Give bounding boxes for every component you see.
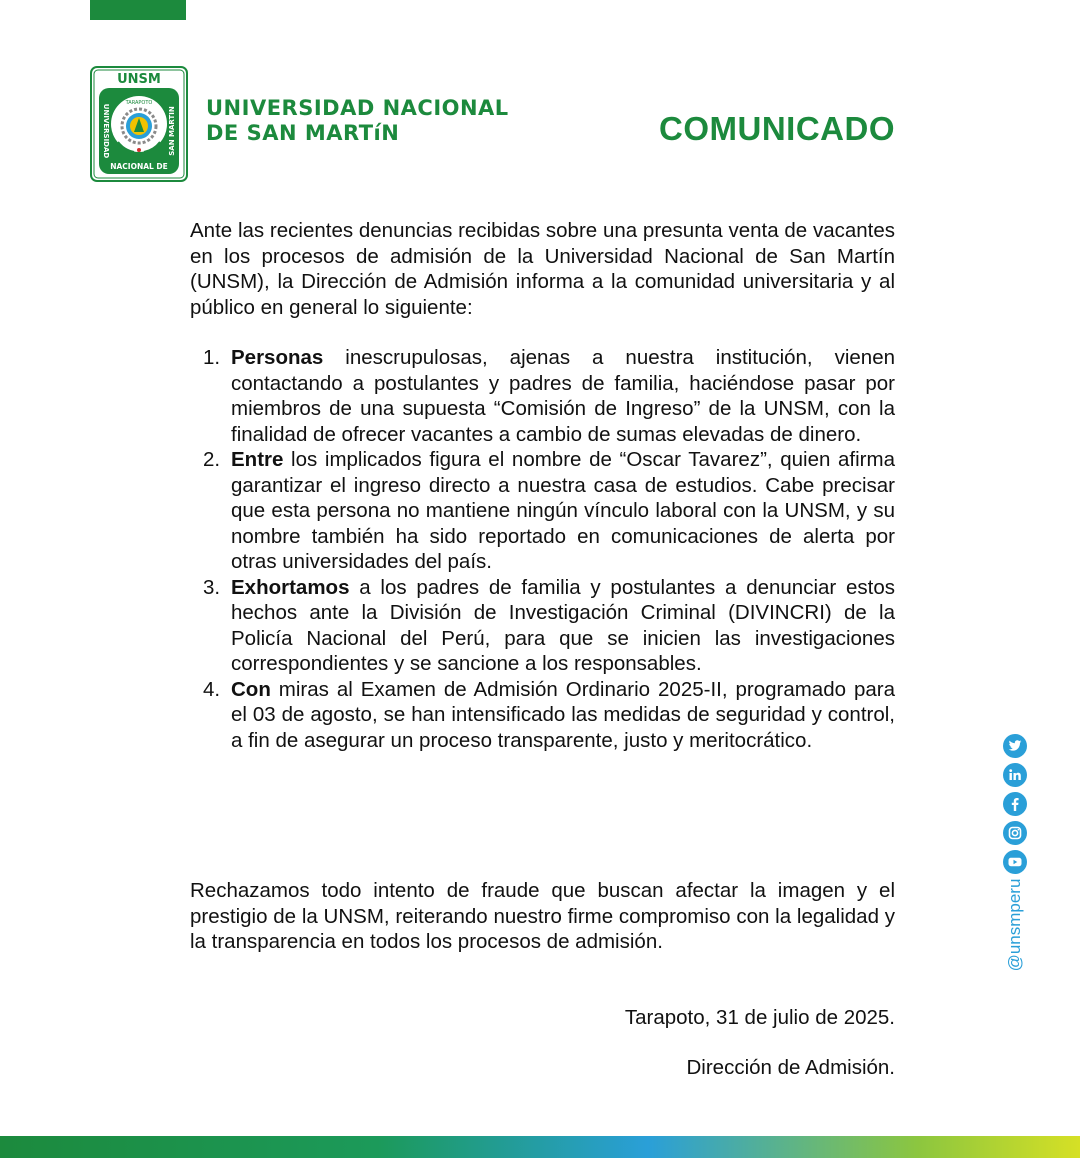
svg-text:NACIONAL DE: NACIONAL DE <box>110 162 168 171</box>
list-item <box>190 575 895 677</box>
intro-paragraph <box>190 218 895 320</box>
signature-line: Dirección de Admisión. <box>686 1056 895 1079</box>
list-item-lead: Con <box>231 677 271 701</box>
list-item-number: 1. <box>203 346 221 369</box>
svg-text:UNSM: UNSM <box>117 72 161 87</box>
list-item-number: 3. <box>203 575 221 599</box>
unsm-logo <box>90 66 188 182</box>
linkedin-icon[interactable] <box>1003 763 1027 787</box>
university-name <box>206 96 509 146</box>
svg-text:SAN MARTIN: SAN MARTIN <box>168 106 176 156</box>
list-item-lead: Exhortamos <box>231 575 350 599</box>
list-item-lead: Personas <box>231 346 324 369</box>
facebook-icon[interactable] <box>1003 792 1027 816</box>
list-item <box>190 345 895 447</box>
intro-text: Ante las recientes denuncias recibidas sobre una presunta venta de vacantes en los procesos de admisión de la Universidad Nacional de San Martín (UNSM), la Dirección de Admisión informa a la comunidad universitaria y al público en general lo siguiente: <box>190 219 895 319</box>
social-icons <box>1003 734 1027 879</box>
date-line: Tarapoto, 31 de julio de 2025. <box>624 1006 895 1029</box>
social-handle[interactable]: @unsmperu <box>1005 878 1024 972</box>
numbered-list <box>190 345 895 753</box>
list-item-text: a los padres de familia y postulantes a denunciar estos hechos ante la División de Investigación Criminal (DIVINCRI) de la Policía Nacional del Perú, para que se inicien las investigaciones correspondientes y se sancione a los responsables. <box>231 575 895 675</box>
svg-text:UNIVERSIDAD: UNIVERSIDAD <box>102 103 110 159</box>
university-name-line1: UNIVERSIDAD NACIONAL <box>206 96 509 120</box>
top-accent-tab <box>90 0 186 20</box>
list-item <box>190 677 895 754</box>
document-title: COMUNICADO <box>659 110 895 147</box>
closing-paragraph <box>190 878 895 955</box>
list-item-text: inescrupulosas, ajenas a nuestra institución, vienen contactando a postulantes y padres de familia, haciéndose pasar por miembros de una supuesta “Comisión de Ingreso” de la UNSM, con la finalidad de ofrecer vacantes a cambio de sumas elevadas de dinero. <box>231 346 895 446</box>
closing-text: Rechazamos todo intento de fraude que buscan afectar la imagen y el prestigio de la UNSM, reiterando nuestro firme compromiso con la legalidad y la transparencia en todos los procesos de admisión. <box>190 879 895 953</box>
youtube-icon[interactable] <box>1003 850 1027 874</box>
twitter-icon[interactable] <box>1003 734 1027 758</box>
list-item-text: miras al Examen de Admisión Ordinario 2025-II, programado para el 03 de agosto, se han intensificado las medidas de seguridad y control, a fin de asegurar un proceso transparente, justo y meritocrático. <box>231 677 895 752</box>
instagram-icon[interactable] <box>1003 821 1027 845</box>
list-item-lead: Entre <box>231 448 284 471</box>
university-name-line2: DE SAN MARTíN <box>206 121 400 145</box>
list-item-text: los implicados figura el nombre de “Oscar Tavarez”, quien afirma garantizar el ingreso directo a nuestra casa de estudios. Cabe precisar que esta persona no mantiene ningún vínculo laboral con la UNSM, y su nombre también ha sido reportado en comunicaciones de alerta por otras universidades del país. <box>231 448 895 573</box>
list-item <box>190 447 895 575</box>
bottom-gradient-bar <box>0 1136 1080 1158</box>
svg-text:TARAPOTO: TARAPOTO <box>125 100 153 106</box>
list-item-number: 2. <box>203 448 221 471</box>
list-item-number: 4. <box>203 677 221 701</box>
